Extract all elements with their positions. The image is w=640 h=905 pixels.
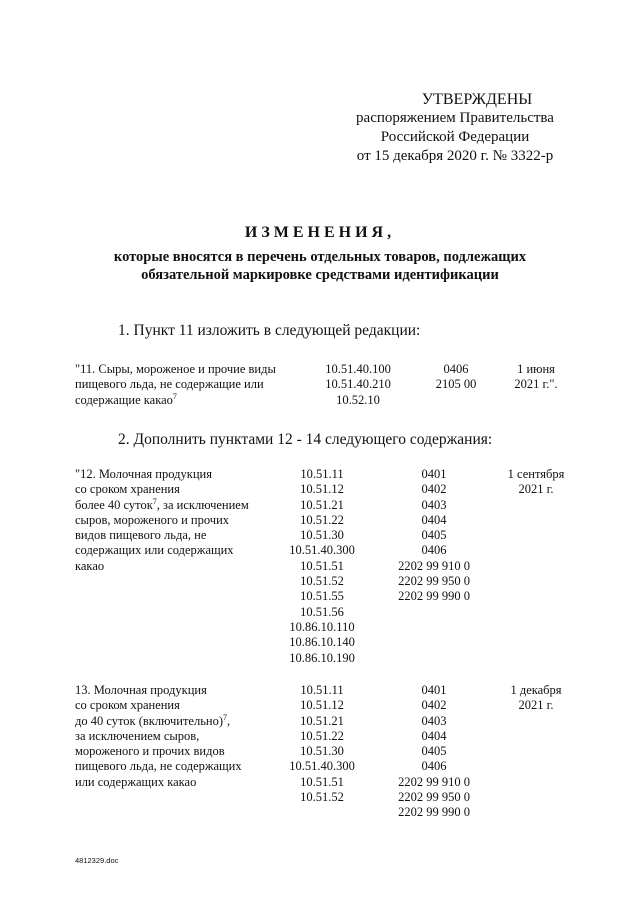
point-1-text: 1. Пункт 11 изложить в следующей редакции:: [118, 322, 421, 339]
tnved-code: 0401: [421, 683, 447, 697]
okpd-code: 10.51.22: [300, 728, 344, 743]
footnote-marker: 7: [152, 496, 157, 506]
okpd-code: 10.51.21: [300, 713, 344, 728]
tnved-code: 0406: [421, 543, 447, 558]
approval-block: [330, 90, 580, 166]
okpd-code: 10.51.51: [300, 558, 344, 573]
tnved-code: 0404: [421, 512, 447, 527]
item-12-description: [75, 467, 249, 574]
item-13-description: [75, 683, 242, 790]
document-filename: 4812329.doc: [75, 856, 119, 865]
description-line: "11. Сыры, мороженое и прочие виды: [75, 362, 276, 376]
subtitle-line: обязательной маркировке средствами идентификации: [141, 267, 499, 283]
description-line: за исключением сыров,: [75, 728, 200, 743]
footnote-marker: 7: [172, 391, 177, 401]
tnved-code: 2202 99 990 0: [398, 589, 470, 604]
tnved-code: 0402: [421, 482, 447, 497]
description-line: какао: [75, 558, 105, 573]
document-subtitle: [80, 248, 560, 284]
okpd-code: 10.86.10.110: [289, 619, 355, 634]
date-line: 2021 г.: [518, 698, 554, 713]
date-line: 1 июня: [517, 362, 555, 376]
subtitle-line: которые вносятся в перечень отдельных товаров, подлежащих: [113, 249, 527, 265]
description-line: мороженого и прочих видов: [75, 744, 225, 759]
description-line: содержащих или содержащих: [75, 543, 234, 558]
okpd-code: 10.86.10.140: [289, 635, 355, 650]
okpd-code: 10.51.40.210: [325, 377, 391, 392]
okpd-code: 10.51.12: [300, 482, 344, 497]
item-13-effective-date: [494, 683, 578, 714]
item-13-tnved-codes: [386, 683, 482, 821]
tnved-code: 0403: [421, 497, 447, 512]
item-12-okpd-codes: [282, 467, 362, 666]
tnved-code: 2202 99 950 0: [398, 790, 470, 805]
okpd-code: 10.51.56: [300, 604, 344, 619]
item-12-effective-date: [494, 467, 578, 498]
okpd-code: 10.51.40.100: [325, 362, 391, 376]
date-line: 1 декабря: [510, 683, 562, 697]
okpd-code: 10.51.52: [300, 790, 344, 805]
tnved-code: 2202 99 990 0: [398, 805, 470, 820]
description-line: со сроком хранения: [75, 482, 180, 497]
tnved-code: 0406: [443, 362, 469, 376]
description-line: пищевого льда, не содержащих: [75, 759, 242, 774]
okpd-code: 10.51.11: [300, 467, 344, 481]
description-line: "12. Молочная продукция: [75, 467, 212, 481]
okpd-code: 10.51.51: [300, 774, 344, 789]
tnved-code: 2105 00: [435, 377, 477, 392]
description-line: содержащие какао$^7$: [75, 391, 177, 407]
tnved-code: 0406: [421, 759, 447, 774]
okpd-code: 10.51.40.300: [289, 759, 355, 774]
approval-line: распоряжением Правительства: [356, 110, 554, 126]
tnved-code: 0403: [421, 713, 447, 728]
okpd-code: 10.51.21: [300, 497, 344, 512]
okpd-code: 10.86.10.190: [289, 650, 355, 665]
document-title: ИЗМЕНЕНИЯ,: [244, 224, 396, 241]
approval-heading: УТВЕРЖДЕНЫ: [421, 91, 533, 108]
tnved-code: 0401: [421, 467, 447, 481]
description-line: до 40 суток (включительно)$^7$,: [75, 712, 231, 728]
description-line: со сроком хранения: [75, 698, 180, 713]
tnved-code: 0402: [421, 698, 447, 713]
tnved-code: 0405: [421, 744, 447, 759]
okpd-code: 10.51.40.300: [289, 543, 355, 558]
approval-date-number: от 15 декабря 2020 г. № 3322-р: [356, 148, 554, 164]
tnved-code: 2202 99 950 0: [398, 574, 470, 589]
item-11-description: [75, 362, 276, 408]
date-line: 2021 г.: [518, 482, 554, 497]
okpd-code: 10.51.30: [300, 528, 344, 543]
item-13-okpd-codes: [282, 683, 362, 805]
description-line: более 40 суток$^7$, за исключением: [75, 496, 249, 512]
date-line: 1 сентября: [507, 467, 565, 481]
okpd-code: 10.51.22: [300, 512, 344, 527]
description-line: видов пищевого льда, не: [75, 528, 207, 543]
okpd-code: 10.51.11: [300, 683, 344, 697]
tnved-code: 2202 99 910 0: [398, 774, 470, 789]
date-line: 2021 г.".: [514, 377, 558, 392]
okpd-code: 10.52.10: [336, 392, 380, 407]
approval-line: Российской Федерации: [380, 129, 530, 145]
okpd-code: 10.51.12: [300, 698, 344, 713]
description-line: или содержащих какао: [75, 774, 197, 789]
description-line: сыров, мороженого и прочих: [75, 512, 230, 527]
item-12-tnved-codes: [386, 467, 482, 605]
item-11-effective-date: [496, 362, 576, 393]
okpd-code: 10.51.55: [300, 589, 344, 604]
description-line: 13. Молочная продукция: [75, 683, 207, 697]
footnote-marker: 7: [223, 712, 228, 722]
item-11-tnved-codes: [418, 362, 494, 393]
tnved-code: 2202 99 910 0: [398, 558, 470, 573]
description-line: пищевого льда, не содержащие или: [75, 377, 264, 392]
okpd-code: 10.51.30: [300, 744, 344, 759]
tnved-code: 0404: [421, 728, 447, 743]
tnved-code: 0405: [421, 528, 447, 543]
point-2-text: 2. Дополнить пунктами 12 - 14 следующего содержания:: [118, 431, 493, 448]
okpd-code: 10.51.52: [300, 574, 344, 589]
item-11-okpd-codes: [318, 362, 398, 408]
